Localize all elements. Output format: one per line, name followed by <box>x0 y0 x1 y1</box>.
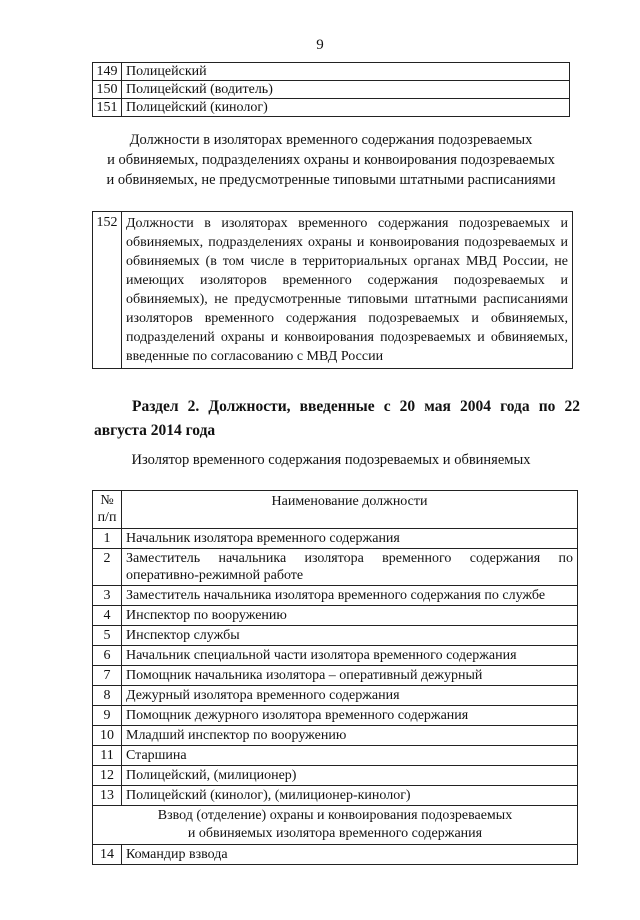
position-title: Старшина <box>122 746 578 766</box>
row-number: 151 <box>93 99 122 117</box>
row-number: 9 <box>93 706 122 726</box>
table-subheading <box>93 806 578 845</box>
subheading-line: и обвиняемых изолятора временного содержания <box>187 826 483 841</box>
row-number: 3 <box>93 586 122 606</box>
isolator-positions-table <box>92 490 578 865</box>
table-row <box>93 99 570 117</box>
row-number: 150 <box>93 81 122 99</box>
row-number: 10 <box>93 726 122 746</box>
heading-line: и обвиняемых, подразделениях охраны и конвоирования подозреваемых <box>107 152 555 168</box>
table-row <box>93 786 578 806</box>
row-number: 2 <box>93 549 122 586</box>
row-number: 5 <box>93 626 122 646</box>
table-row <box>93 549 578 586</box>
table-row <box>93 63 570 81</box>
position-title: Младший инспектор по вооружению <box>122 726 578 746</box>
table-row <box>93 845 578 865</box>
position-title: Полицейский (кинолог), (милиционер-кинолог) <box>122 786 578 806</box>
position-title: Помощник дежурного изолятора временного содержания <box>122 706 578 726</box>
page-number: 9 <box>316 37 324 53</box>
row-number: 7 <box>93 666 122 686</box>
table-row <box>93 686 578 706</box>
table-header-row <box>93 491 578 529</box>
position-title: Заместитель начальника изолятора временного содержания по оперативно-режимной работе <box>122 549 578 586</box>
table-row <box>93 706 578 726</box>
row-number: 11 <box>93 746 122 766</box>
header-position-name: Наименование должности <box>122 491 578 529</box>
row-number: 14 <box>93 845 122 865</box>
position-title: Командир взвода <box>122 845 578 865</box>
table-subheading-row <box>93 806 578 845</box>
table-row <box>93 726 578 746</box>
position-title: Полицейский <box>122 63 570 81</box>
row-number: 152 <box>93 212 122 369</box>
subheading-line: Взвод (отделение) охраны и конвоирования подозреваемых <box>157 808 513 823</box>
position-title: Полицейский (водитель) <box>122 81 570 99</box>
table-row <box>93 666 578 686</box>
row-number: 8 <box>93 686 122 706</box>
row-number: 149 <box>93 63 122 81</box>
position-title: Начальник специальной части изолятора временного содержания <box>122 646 578 666</box>
table-row <box>93 529 578 549</box>
row-number: 4 <box>93 606 122 626</box>
table-row <box>93 626 578 646</box>
row-number: 6 <box>93 646 122 666</box>
section-heading-unlisted-positions <box>92 130 570 190</box>
row-number: 12 <box>93 766 122 786</box>
table-row <box>93 766 578 786</box>
position-title: Инспектор по вооружению <box>122 606 578 626</box>
position-description: Должности в изоляторах временного содержания подозреваемых и обвиняемых, подразделениях охраны и конвоирования подозреваемых и обвиняемых (в том числе в территориальных органах МВД России, не имеющих изоляторов временного содержания подозреваемых и обвиняемых), не предусмотренные типовыми штатными расписаниями изоляторов временного содержания подозреваемых и обвиняемых, подразделений охраны и конвоирования подозреваемых и обвиняемых, введенные по согласованию с МВД России <box>122 212 573 369</box>
table-row <box>93 746 578 766</box>
heading-line: и обвиняемых, не предусмотренные типовыми штатными расписаниями <box>106 172 556 188</box>
continued-positions-table <box>92 62 570 117</box>
position-title: Инспектор службы <box>122 626 578 646</box>
row-number: 1 <box>93 529 122 549</box>
heading-line: Должности в изоляторах временного содержания подозреваемых <box>129 132 533 148</box>
table-row <box>93 81 570 99</box>
row-number: 13 <box>93 786 122 806</box>
unlisted-positions-table <box>92 211 573 369</box>
position-title: Начальник изолятора временного содержания <box>122 529 578 549</box>
subsection-heading-isolator: Изолятор временного содержания подозреваемых и обвиняемых <box>131 452 531 468</box>
position-title: Полицейский, (милиционер) <box>122 766 578 786</box>
position-title: Заместитель начальника изолятора временного содержания по службе <box>122 586 578 606</box>
table-row <box>93 212 573 369</box>
position-title: Помощник начальника изолятора – оперативный дежурный <box>122 666 578 686</box>
table-row <box>93 606 578 626</box>
header-number: № п/п <box>93 491 122 529</box>
table-row <box>93 646 578 666</box>
position-title: Полицейский (кинолог) <box>122 99 570 117</box>
position-title: Дежурный изолятора временного содержания <box>122 686 578 706</box>
section-2-title: Раздел 2. Должности, введенные с 20 мая 2004 года по 22 августа 2014 года <box>94 398 580 439</box>
table-row <box>93 586 578 606</box>
